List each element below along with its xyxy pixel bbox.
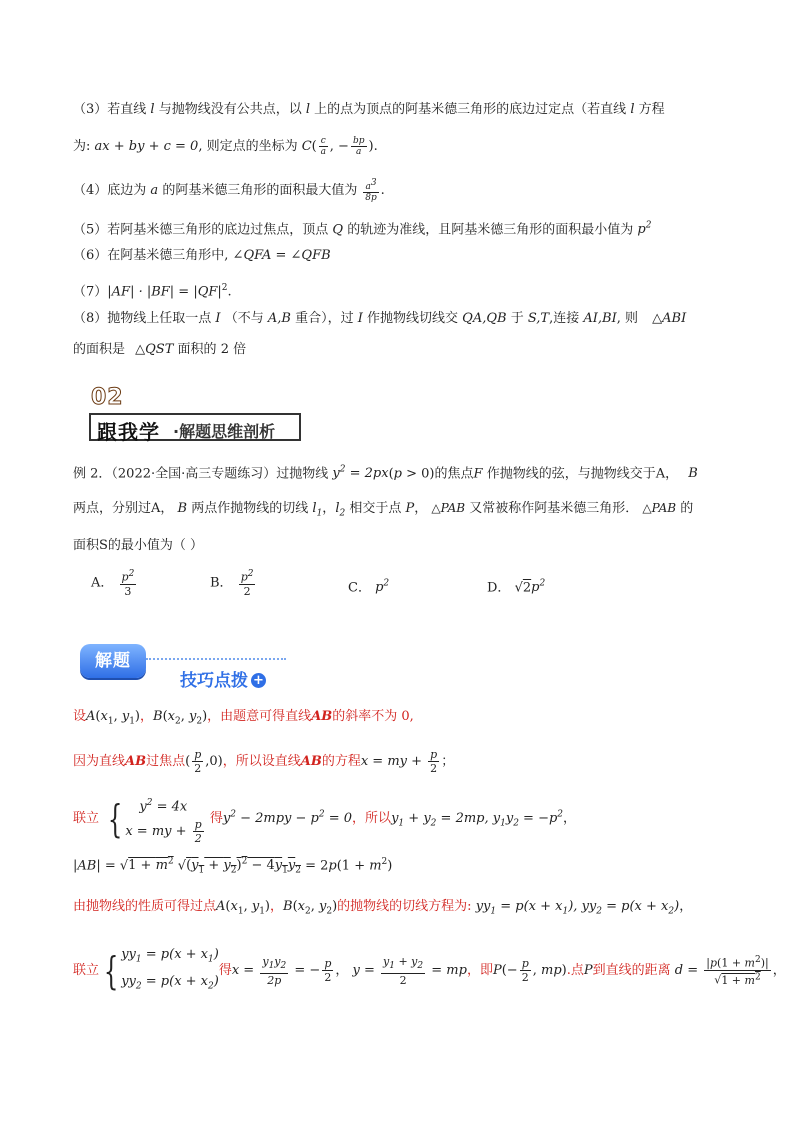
option-a[interactable]: A． $\frac{p^2}{3}$ [91, 569, 135, 598]
solution-badge: 解题 [80, 644, 146, 678]
section-number: 02 [91, 385, 124, 410]
solution-line4: $|AB| = √1 + m^2$ $√(y_1 + y_2)^2 - 4y_1y_2 = 2p(1 + m^2)$ [73, 857, 393, 876]
text: 重合），过 [295, 311, 354, 326]
math: △QST [135, 342, 174, 357]
text: , 则定点的坐标为 [198, 139, 298, 154]
text: .点 [566, 963, 584, 979]
text: 倍 [233, 342, 247, 357]
option-label: C． [348, 580, 371, 596]
solution-line2: 因为直线AB过焦点( $\frac{p}{2}$ ,0)，所以设直线AB的方程x = my + $\frac{p}{2}$ ； [73, 748, 455, 775]
option-d[interactable]: D． $√2p^2$ [487, 579, 546, 596]
text: 由抛物线的性质可得过点 [73, 899, 217, 914]
text: 作抛物线切线交 [367, 311, 459, 326]
text: （8）抛物线上任取一点 [73, 311, 212, 326]
text: 作抛物线的弦，与抛物线交于A， [486, 466, 679, 482]
text: 得 [209, 811, 223, 827]
property-7: $(7)|AF| \cdot |BF| = |QF|^2$. [73, 283, 232, 300]
text: （3）若直线 [73, 102, 147, 117]
text: ， [140, 709, 154, 724]
plus-icon: + [251, 673, 266, 688]
text: 的斜率不为 0, [332, 709, 414, 724]
example-line2: 两点，分别过A， B 两点作抛物线的切线 $l_1$，$l_2$ 相交于点 P， △PAB 又常被称作阿基米德三角形． △PAB 的 [73, 501, 694, 519]
math: C [301, 139, 312, 154]
equation: |AF| · |BF| = |QF| [107, 284, 222, 300]
equation: ax + by + c = 0 [94, 139, 199, 154]
text: 两点作抛物线的切线 [191, 501, 309, 516]
text: 例 2．（2022·全国·高三专题练习）过抛物线 [73, 466, 329, 482]
text: , 则 [616, 311, 639, 326]
text: 于 [510, 311, 524, 326]
text: 到直线的距离 [592, 963, 671, 979]
text: 联立 [73, 811, 100, 827]
text: 相交于点 [349, 501, 402, 516]
tip-banner [80, 642, 300, 694]
text: 上的点为顶点的阿基米德三角形的底边过定点（若直线 [314, 102, 627, 117]
text: 的阿基米德三角形的面积最大值为 [162, 183, 358, 198]
equation: ∠QFA = ∠QFB [232, 248, 331, 263]
example-line3 [73, 536, 203, 556]
text: 面积S的最小值为（ ） [73, 538, 204, 553]
text: 的焦点 [434, 466, 474, 482]
option-b[interactable]: B． $\frac{p^2}{2}$ [210, 569, 254, 598]
text: 的方程 [321, 754, 361, 769]
text: 的轨迹为准线，且阿基米德三角形的面积最小值为 [347, 222, 634, 238]
text: 方程 [638, 102, 665, 117]
property-3-line1: （3）若直线 l 与抛物线没有公共点，以 l 上的点为顶点的阿基米德三角形的底边过定点（若直线 l 方程 [73, 102, 665, 117]
text: 得 [218, 963, 232, 979]
text: 因为直线 [73, 754, 126, 769]
solution-line1: 设$A(x_1$, $y_1$)，$B(x_2$, $y_2$)，由题意可得直线AB的斜率不为 0, [73, 709, 414, 727]
math: △ABI [652, 311, 687, 326]
property-5: （5）若阿基米德三角形的底边过焦点，顶点 Q 的轨迹为准线，且阿基米德三角形的面积最小值为 $p^2$ [73, 221, 652, 238]
text: ，所以 [352, 811, 392, 827]
section-title-box [89, 413, 301, 444]
text: （7） [73, 284, 108, 300]
text: ,连接 [549, 311, 580, 326]
option-label: A． [91, 575, 114, 591]
property-6 [73, 246, 331, 266]
property-8-line2 [73, 340, 246, 360]
tip-title-text: 技巧点拨 [180, 671, 248, 691]
property-4: （4）底边为 a 的阿基米德三角形的面积最大值为 $\frac{a3}{8p}$ . [73, 178, 385, 203]
solution-line6: 联立 { $yy_1 = p(x + x_1)$ $yy_2 = p(x + x_2)$ 得x = $\frac{y_1y_2}{2p}$ = − $\frac{p}{2}$ ， y = $\frac{y_1 + y_2}{2}$ = mp，即P(− $\frac{p}{2}$ , mp).点P到直线的距离 d = $\frac{|p(1 + m^2)|}{√1 + m^2}$ ， [73, 947, 786, 993]
tip-divider [146, 658, 286, 660]
section-title-sub: ·解题思维剖析 [173, 422, 276, 441]
option-label: B． [210, 575, 233, 591]
property-3-line2: 为: ax + by + c = 0, 则定点的坐标为 C( $\frac{c}{a}$ , − $\frac{bp}{a}$ ). [73, 136, 378, 157]
text: （5）若阿基米德三角形的底边过焦点，顶点 [73, 222, 329, 238]
text: 的 [680, 501, 694, 516]
text: 即 [479, 963, 493, 979]
text: 又常被称作阿基米德三角形． [469, 501, 639, 516]
text: 设 [73, 709, 87, 724]
text: （不与 [224, 311, 264, 326]
text: 联立 [73, 963, 100, 979]
text: （4）底边为 [73, 183, 147, 198]
solution-line5: 由抛物线的性质可得过点$A(x_1$, $y_1$)，$B(x_2$, $y_2$)的抛物线的切线方程为: $yy_1 = p(x + x_1)$, $yy_2 = p(x + x_2)$， [73, 899, 693, 917]
text: 与抛物线没有公共点，以 [158, 102, 302, 117]
text: 为: [73, 139, 91, 154]
solution-line3: 联立 { $y^2 = 4x$ x = my + $\frac{p}{2}$ 得$y^2 - 2mpy - p^2 = 0$，所以$y_1 + y_2 = 2mp$, $y_1y_2 = -p^2$， [73, 796, 577, 846]
text: 的面积是 [73, 342, 126, 357]
section-title-main: 跟我学 [97, 420, 160, 444]
text: 两点，分别过A， [73, 501, 174, 516]
tip-title [180, 666, 266, 691]
text: 面积的 [177, 342, 217, 357]
section-banner [73, 385, 303, 443]
property-8-line1: （8）抛物线上任取一点 I （不与 A,B 重合），过 I 作抛物线切线交 QA,QB 于 S,T,连接 AI,BI, 则 △ABI [73, 311, 687, 326]
option-label: D． [487, 580, 511, 596]
text: ，所以设直线 [222, 754, 301, 769]
option-c[interactable]: C． $p^2$ [348, 579, 390, 596]
text: （6）在阿基米德三角形中, [73, 248, 229, 263]
text: ，由题意可得直线 [207, 709, 312, 724]
text: 的抛物线的切线方程为: [337, 899, 472, 914]
text: 过焦点 [146, 754, 186, 769]
text: 2 [220, 342, 229, 357]
example-line1: 例 2．（2022·全国·高三专题练习）过抛物线 $y^2 = 2px(p > 0)$的焦点F 作抛物线的弦，与抛物线交于A， B [73, 465, 698, 482]
